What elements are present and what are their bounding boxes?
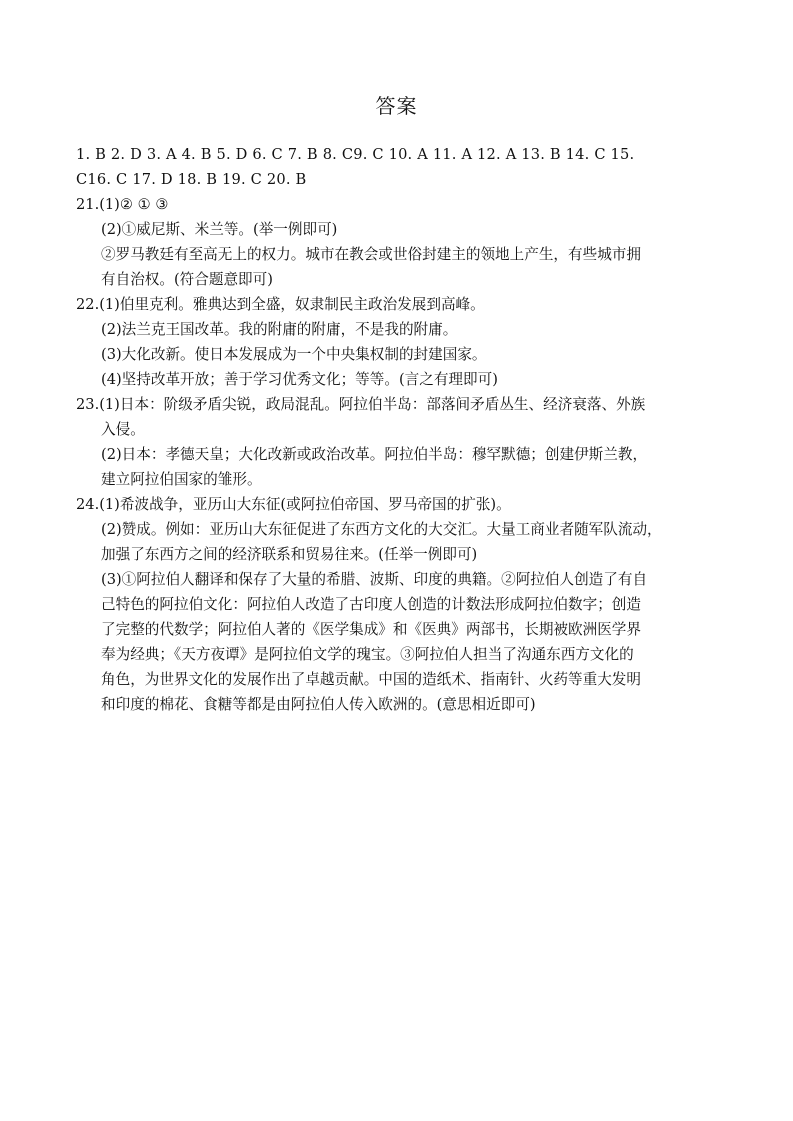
q23-part1-line1: 23.(1)日本：阶级矛盾尖锐，政局混乱。阿拉伯半岛：部落间矛盾丛生、经济衰落、外族 [76,396,646,413]
q21-part1: 21.(1)② ① ③ [76,196,169,213]
q24-part3-line1: (3)①阿拉伯人翻译和保存了大量的希腊、波斯、印度的典籍。②阿拉伯人创造了有自 [101,571,648,588]
q24-part3-line3: 了完整的代数学；阿拉伯人著的《医学集成》和《医典》两部书，长期被欧洲医学界 [101,621,641,638]
choice-answers-line-1: 1. B 2. D 3. A 4. B 5. D 6. C 7. B 8. C9. C 10. A 11. A 12. A 13. B 14. C 15. [76,146,635,163]
q24-part3-line5: 角色，为世界文化的发展作出了卓越贡献。中国的造纸术、指南针、火药等重大发明 [101,671,641,688]
q24-part3-line6: 和印度的棉花、食糖等都是由阿拉伯人传入欧洲的。(意思相近即可) [101,696,536,713]
q22-part3: (3)大化改新。使日本发展成为一个中央集权制的封建国家。 [101,346,487,363]
q23-part1-line2: 入侵。 [101,421,145,438]
q23-part2-line2: 建立阿拉伯国家的雏形。 [101,471,262,488]
q21-part2-detail-line1: ②罗马教廷有至高无上的权力。城市在教会或世俗封建主的领地上产生，有些城市拥 [101,246,641,263]
page-title: 答案 [375,94,418,118]
q22-part4: (4)坚持改革开放；善于学习优秀文化；等等。(言之有理即可) [101,371,498,388]
q23-part2-line1: (2)日本：孝德天皇；大化改新或政治改革。阿拉伯半岛：穆罕默德；创建伊斯兰教， [101,446,648,463]
q24-part3-line2: 己特色的阿拉伯文化：阿拉伯人改造了古印度人创造的计数法形成阿拉伯数字；创造 [101,596,641,613]
q24-part2-line2: 加强了东西方之间的经济联系和贸易往来。(任举一例即可) [101,546,478,563]
q22-part1: 22.(1)伯里克利。雅典达到全盛，奴隶制民主政治发展到高峰。 [76,296,485,313]
q21-part2: (2)①威尼斯、米兰等。(举一例即可) [101,221,338,238]
answer-content [76,142,726,717]
choice-answers-line-2: C16. C 17. D 18. B 19. C 20. B [76,171,307,188]
q22-part2: (2)法兰克王国改革。我的附庸的附庸，不是我的附庸。 [101,321,458,338]
q24-part2-line1: (2)赞成。例如：亚历山大东征促进了东西方文化的大交汇。大量工商业者随军队流动， [101,521,662,538]
q24-part1: 24.(1)希波战争，亚历山大东征(或阿拉伯帝国、罗马帝国的扩张)。 [76,496,511,513]
q21-part2-detail-line2: 有自治权。(符合题意即可) [101,271,273,288]
q24-part3-line4: 奉为经典；《天方夜谭》是阿拉伯文学的瑰宝。③阿拉伯人担当了沟通东西方文化的 [101,646,634,663]
